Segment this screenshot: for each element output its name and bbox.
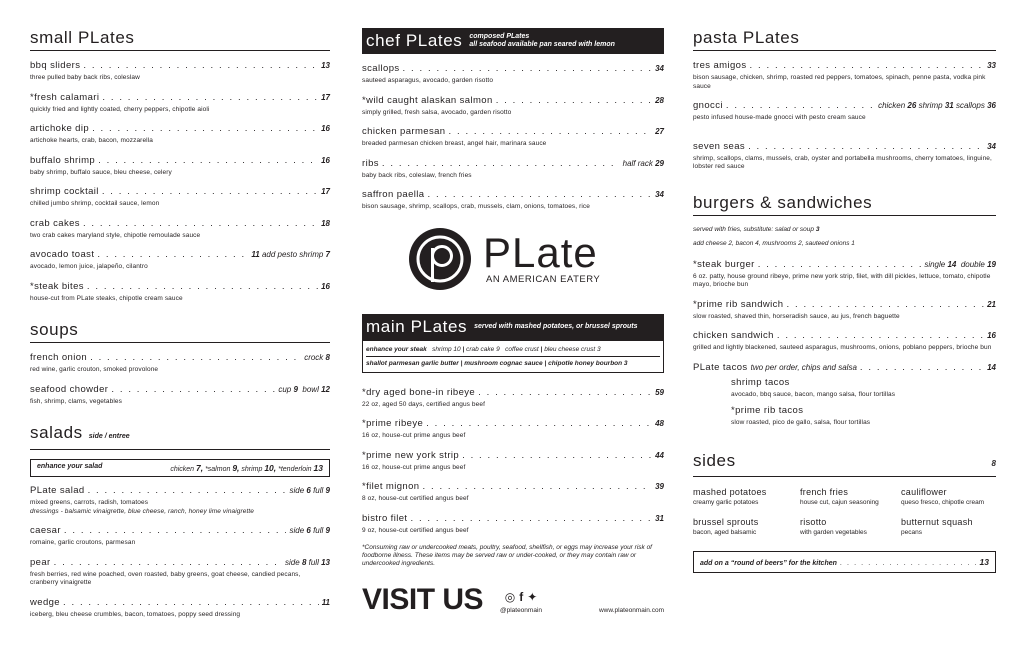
menu-item <box>693 60 996 91</box>
menu-item <box>362 450 664 473</box>
right-column <box>693 28 996 573</box>
item-name: avocado toast <box>30 249 95 260</box>
item-desc: artichoke hearts, crab, bacon, mozzarella <box>30 137 153 144</box>
item-name: *prime new york strip <box>362 449 460 461</box>
social-links <box>500 590 542 614</box>
burgers-notes: served with fries, substitute: salad or soup 3 add cheese 2, bacon 4, mushrooms 2, sauteed onions 1 <box>693 225 855 247</box>
item-price: 44 <box>655 450 664 460</box>
item-price: side 6 full 9 <box>289 486 330 495</box>
item-desc: house-cut from PLate steaks, chipotle cream sauce <box>30 294 183 302</box>
item-name: PLate salad <box>30 485 85 496</box>
item-name: shrimp cocktail <box>30 186 99 197</box>
item-price: 34 <box>987 141 996 151</box>
menu-item <box>30 485 330 516</box>
item-price: 39 <box>655 482 664 491</box>
menu-item <box>362 387 664 410</box>
item-name: *steak bites <box>30 280 84 292</box>
menu-item <box>30 525 330 548</box>
item-desc: sauteed asparagus, avocado, garden risotto <box>362 77 494 84</box>
visit-us-heading: VISIT US <box>362 583 484 616</box>
item-desc: 9 oz, house-cut certified angus beef <box>362 526 469 534</box>
menu-item <box>693 362 996 428</box>
tacos-note: two per order, chips and salsa <box>750 362 857 372</box>
item-desc: mixed greens, carrots, radish, tomatoes <box>30 499 149 506</box>
main-plates-heading: main PLates served with mashed potatoes, or brussel sprouts <box>362 314 664 340</box>
menu-item <box>30 384 330 407</box>
sides-heading: sides 8 <box>693 451 996 477</box>
item-name: tres amigos <box>693 60 747 71</box>
enhance-steak-box: enhance your steak shrimp 10 | crab cake 9 coffee crust | bleu cheese crust 3 shallot parmesan garlic butter | mushroom cognac sauce | chipotle honey bourbon 3 <box>362 340 664 373</box>
facebook-icon[interactable]: f <box>519 590 524 604</box>
item-name: seven seas <box>693 140 746 152</box>
menu-item <box>693 330 996 353</box>
item-name: scallops <box>362 63 400 74</box>
item-desc: breaded parmesan chicken breast, angel hair, marinara sauce <box>362 140 547 147</box>
side-item: brussel sprouts bacon, aged balsamic <box>693 516 759 536</box>
social-handle[interactable]: @plateonmain <box>499 607 542 614</box>
item-price: half rack 29 <box>622 158 664 168</box>
item-price: 48 <box>655 419 664 428</box>
left-column <box>30 28 330 628</box>
item-desc: simply grilled, fresh salsa, avocado, garden risotto <box>362 108 512 116</box>
item-name: pear <box>30 556 51 568</box>
menu-item <box>693 141 996 172</box>
item-desc: red wine, garlic crouton, smoked provolone <box>30 366 159 373</box>
add-on-label: add pesto shrimp <box>261 250 324 259</box>
menu-item <box>30 218 330 241</box>
item-desc: 22 oz, aged 50 days, certified angus beef <box>362 400 485 408</box>
menu-item <box>30 281 330 304</box>
menu-item <box>693 299 996 322</box>
item-price: 34 <box>655 190 664 199</box>
menu-item <box>362 126 664 149</box>
logo-tagline: AN AMERICAN EATERY <box>486 274 601 285</box>
item-price: side 6 full 9 <box>289 526 330 535</box>
sub-item-name: *prime rib tacos <box>731 405 804 416</box>
item-name: *prime ribeye <box>362 418 424 429</box>
item-desc: baby shrimp, buffalo sauce, bleu cheese, celery <box>30 168 172 176</box>
item-desc: baby back ribs, coleslaw, french fries <box>362 171 472 179</box>
foodborne-illness-notice: *Consuming raw or undercooked meats, poultry, seafood, shellfish, or eggs may increase your risk of foodborne illness. These items may be served raw or under-cooked, or they may contain raw or undercooked ingredients. <box>362 544 652 567</box>
item-name: bbq sliders <box>30 60 81 71</box>
round-of-beers-box: add on a “round of beers” for the kitchen . . . 13 <box>693 551 996 573</box>
item-desc: bison sausage, shrimp, scallops, crab, mussels, clam, onions, tomatoes, rice <box>362 203 590 210</box>
menu-item <box>30 123 330 146</box>
menu-item <box>362 189 664 212</box>
item-desc: pesto infused house-made gnocci with pesto cream sauce <box>693 114 866 121</box>
item-desc: 16 oz, house-cut prime angus beef <box>362 463 466 471</box>
menu-item <box>362 481 664 504</box>
item-price: 28 <box>655 95 664 105</box>
item-desc: quickly fried and lightly coated, cherry peppers, chipotle aioli <box>30 105 210 113</box>
item-desc: two crab cakes maryland style, chipotle remoulade sauce <box>30 231 201 239</box>
menu-item <box>362 158 664 181</box>
item-desc: romaine, garlic croutons, parmesan <box>30 539 136 546</box>
item-desc: shrimp, scallops, clams, mussels, crab, oyster and portabella mushrooms, cherry tomatoes, linguine, lobster red sauce <box>693 154 992 170</box>
item-price: crock 8 <box>304 353 330 362</box>
item-desc: avocado, lemon juice, jalapeño, cilantro <box>30 263 148 270</box>
salads-heading: salads side / entree <box>30 423 330 450</box>
side-item: mashed potatoes creamy garlic potatoes <box>693 486 767 506</box>
item-desc: fresh berries, red wine poached, oven roasted, baby greens, goat cheese, candied pecans, cranberry vinaigrette <box>30 570 301 586</box>
item-name: crab cakes <box>30 217 80 229</box>
item-name: caesar <box>30 525 61 536</box>
item-name: *wild caught alaskan salmon <box>362 94 493 106</box>
item-desc: grilled and lightly blackened, sauteed asparagus, mushrooms, onions, poblano peppers, brioche bun <box>693 344 992 351</box>
item-name: gnocci <box>693 100 723 111</box>
menu-item <box>693 259 996 290</box>
item-name: *fresh calamari <box>30 91 100 103</box>
item-price: cup 9 bowl 12 <box>278 384 330 394</box>
menu-item <box>693 100 996 123</box>
side-item: french fries house cut, cajun seasoning <box>800 486 879 506</box>
menu-item <box>30 557 330 588</box>
item-name: saffron paella <box>362 189 425 200</box>
add-on-price: 7 <box>325 250 330 259</box>
item-name: *filet mignon <box>362 481 420 492</box>
menu-item <box>30 249 330 272</box>
sides-price: 8 <box>991 458 996 468</box>
item-desc: 16 oz, house-cut prime angus beef <box>362 432 466 439</box>
item-name: ribs <box>362 157 379 169</box>
item-desc: fish, shrimp, clams, vegetables <box>30 397 122 405</box>
item-price: 13 <box>321 61 330 70</box>
logo-name: PLate <box>483 229 598 276</box>
menu-item <box>30 352 330 375</box>
menu-item <box>362 513 664 536</box>
item-price: 33 <box>987 61 996 70</box>
item-price: 11 add pesto shrimp 7 <box>251 250 330 259</box>
item-desc: three pulled baby back ribs, coleslaw <box>30 74 140 81</box>
item-desc: slow roasted, shaved thin, horseradish sauce, au jus, french baguette <box>693 312 900 320</box>
item-desc: iceberg, bleu cheese crumbles, bacon, tomatoes, poppy seed dressing <box>30 610 241 618</box>
item-desc: bison sausage, chicken, shrimp, roasted red peppers, tomatoes, spinach, penne pasta, vodka pink sauce <box>693 74 986 90</box>
center-column <box>362 28 664 614</box>
item-name: PLate tacos <box>693 361 748 373</box>
sides-grid <box>693 486 996 537</box>
item-price: side 8 full 13 <box>285 557 330 567</box>
chef-plates-heading: chef PLates composed PLates all seafood available pan seared with lemon <box>362 28 664 54</box>
item-price: chicken 26 shrimp 31 scallops 36 <box>878 101 996 110</box>
sub-item-name: shrimp tacos <box>731 376 790 388</box>
item-price: 18 <box>321 218 330 228</box>
pasta-plates-heading: pasta PLates <box>693 28 996 51</box>
side-item: cauliflower queso fresco, chipotle cream <box>901 486 985 506</box>
twitter-icon[interactable]: ✦ <box>527 590 538 604</box>
item-price: 34 <box>655 64 664 73</box>
menu-item <box>30 92 330 115</box>
burgers-heading: burgers & sandwiches <box>693 193 996 216</box>
item-price: 27 <box>655 127 664 136</box>
item-price: 11 <box>321 597 330 607</box>
plate-logo-icon <box>407 226 473 292</box>
item-price: 16 <box>321 155 330 165</box>
item-price: 14 <box>987 362 996 372</box>
side-item: risotto with garden vegetables <box>800 516 867 536</box>
menu-item <box>362 63 664 86</box>
item-price: single 14 double 19 <box>924 259 996 269</box>
item-name: artichoke dip <box>30 123 90 134</box>
item-desc: 6 oz. patty, house ground ribeye, prime new york strip, filet, with dill pickles, lettuce, tomato, chipotle mayo, brioche bun <box>693 272 991 288</box>
item-name: *dry aged bone-in ribeye <box>362 386 476 398</box>
plate-logo <box>407 226 664 292</box>
item-price: 16 <box>987 331 996 340</box>
sub-item-desc: avocado, bbq sauce, bacon, mango salsa, flour tortillas <box>731 390 896 398</box>
menu-item <box>30 60 330 83</box>
item-price: 59 <box>655 387 664 397</box>
footer <box>362 583 664 616</box>
enhance-salad-box: enhance your salad chicken 7, *salmon 9, shrimp 10, *tenderloin 13 <box>30 459 330 477</box>
side-item: butternut squash pecans <box>901 516 973 536</box>
item-price: 16 <box>321 281 330 291</box>
item-price: 31 <box>655 513 664 523</box>
item-name: chicken sandwich <box>693 330 774 341</box>
item-name: wedge <box>30 596 60 608</box>
menu-item <box>362 418 664 441</box>
item-dressings: dressings - balsamic vinaigrette, blue cheese, ranch, honey lime vinaigrette <box>30 507 255 515</box>
menu-item <box>30 597 330 620</box>
website-link[interactable]: www.plateonmain.com <box>598 607 664 614</box>
item-price: 21 <box>987 299 996 309</box>
item-name: buffalo shrimp <box>30 154 96 166</box>
menu-item <box>30 155 330 178</box>
item-name: french onion <box>30 352 88 363</box>
item-name: *steak burger <box>693 258 755 270</box>
item-desc: 8 oz, house-cut certified angus beef <box>362 495 469 502</box>
menu-item <box>30 186 330 209</box>
item-name: chicken parmesan <box>362 126 446 137</box>
item-name: seafood chowder <box>30 383 109 395</box>
item-name: bistro filet <box>362 512 408 524</box>
small-plates-heading: small PLates <box>30 28 330 51</box>
item-price: 17 <box>321 187 330 196</box>
sub-item-desc: slow roasted, pico de gallo, salsa, flour tortillas <box>731 419 871 426</box>
soups-heading: soups <box>30 320 330 343</box>
item-desc: chilled jumbo shrimp, cocktail sauce, lemon <box>30 200 160 207</box>
item-price: 17 <box>321 92 330 102</box>
item-price: 16 <box>321 124 330 133</box>
instagram-icon[interactable]: ◎ <box>504 590 516 604</box>
item-name: *prime rib sandwich <box>693 298 784 310</box>
menu-item <box>362 95 664 118</box>
